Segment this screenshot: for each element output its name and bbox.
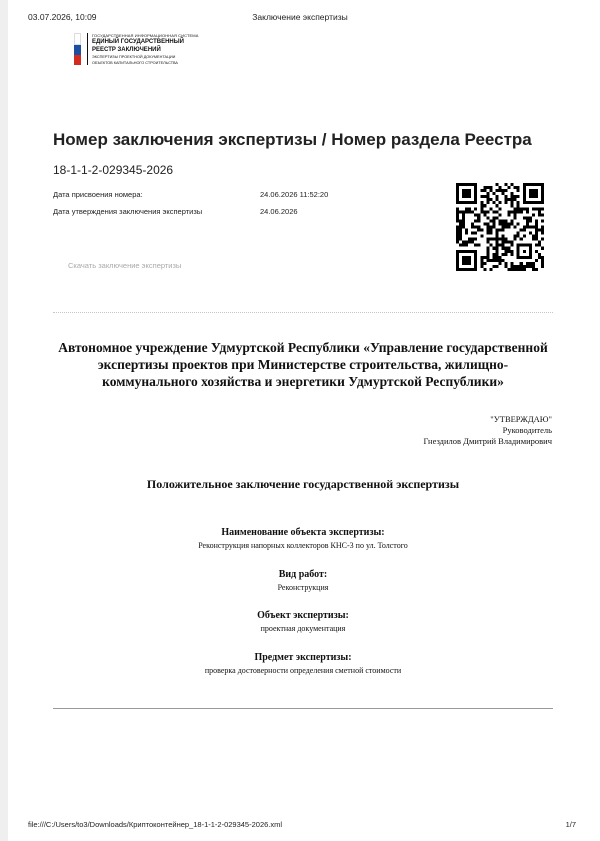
print-footer: [28, 820, 576, 830]
meta-label: Дата присвоения номера:: [53, 190, 143, 199]
print-title: Заключение экспертизы: [252, 12, 348, 22]
page-title: Номер заключения экспертизы / Номер раздела Реестра: [53, 130, 532, 149]
field-label: Объект экспертизы:: [257, 610, 349, 621]
logo-line-4: ЭКСПЕРТИЗЫ ПРОЕКТНОЙ ДОКУМЕНТАЦИИ: [92, 55, 176, 59]
field-value: проектная документация: [260, 624, 346, 633]
registry-logo: [74, 33, 199, 65]
logo-separator: [87, 33, 88, 65]
field-expertise-object: [53, 609, 553, 634]
file-path: file:///C:/Users/to3/Downloads/Криптоконтейнер_18-1-1-2-029345-2026.xml: [28, 820, 283, 829]
approval-stamp: "УТВЕРЖДАЮ": [490, 414, 552, 424]
print-datetime: 03.07.2026, 10:09: [28, 12, 97, 22]
print-header: [28, 12, 572, 24]
page-left-shade: [0, 0, 8, 841]
meta-label: Дата утверждения заключения экспертизы: [53, 207, 203, 216]
russian-flag-icon: [74, 33, 81, 65]
approval-role: Руководитель: [502, 425, 552, 435]
field-work-type: [53, 568, 553, 593]
logo-text: [92, 33, 199, 65]
field-value: проверка достоверности определения сметной стоимости: [204, 666, 402, 675]
download-conclusion-link[interactable]: Скачать заключение экспертизы: [68, 261, 182, 270]
field-value: Реконструкция напорных коллекторов КНС-3 по ул. Толстого: [198, 541, 408, 550]
meta-value: 24.06.2026: [260, 207, 298, 216]
field-label: Наименование объекта экспертизы:: [221, 527, 385, 538]
logo-line-1: ГОСУДАРСТВЕННАЯ ИНФОРМАЦИОННАЯ СИСТЕМА: [92, 33, 199, 38]
approval-name: Гнездилов Дмитрий Владимирович: [423, 436, 552, 446]
registry-number: 18-1-1-2-029345-2026: [53, 163, 174, 177]
meta-row-assigned: [53, 190, 329, 199]
approval-block: [423, 414, 552, 447]
field-label: Предмет экспертизы:: [254, 652, 352, 663]
logo-line-2: ЕДИНЫЙ ГОСУДАРСТВЕННЫЙ: [92, 39, 184, 45]
conclusion-title: Положительное заключение государственной экспертизы: [146, 477, 460, 491]
page-number: 1/7: [565, 820, 576, 829]
logo-line-5: ОБЪЕКТОВ КАПИТАЛЬНОГО СТРОИТЕЛЬСТВА: [92, 60, 178, 65]
section-divider: [53, 312, 553, 313]
field-label: Вид работ:: [278, 569, 328, 580]
meta-value: 24.06.2026 11:52:20: [260, 190, 329, 199]
meta-row-approved: [53, 207, 298, 216]
field-expertise-subject: [53, 651, 553, 676]
logo-line-3: РЕЕСТР ЗАКЛЮЧЕНИЙ: [92, 47, 161, 53]
organization-name: Автономное учреждение Удмуртской Республики «Управление государственной экспертизы проектов при Министерстве строительства, жилищно-коммунального хозяйства и энергетики Удмуртской Республики»: [58, 340, 548, 389]
qr-code-icon: [456, 183, 544, 271]
field-object-name: [53, 526, 553, 551]
bottom-divider: [53, 708, 553, 709]
field-value: Реконструкция: [277, 583, 329, 592]
